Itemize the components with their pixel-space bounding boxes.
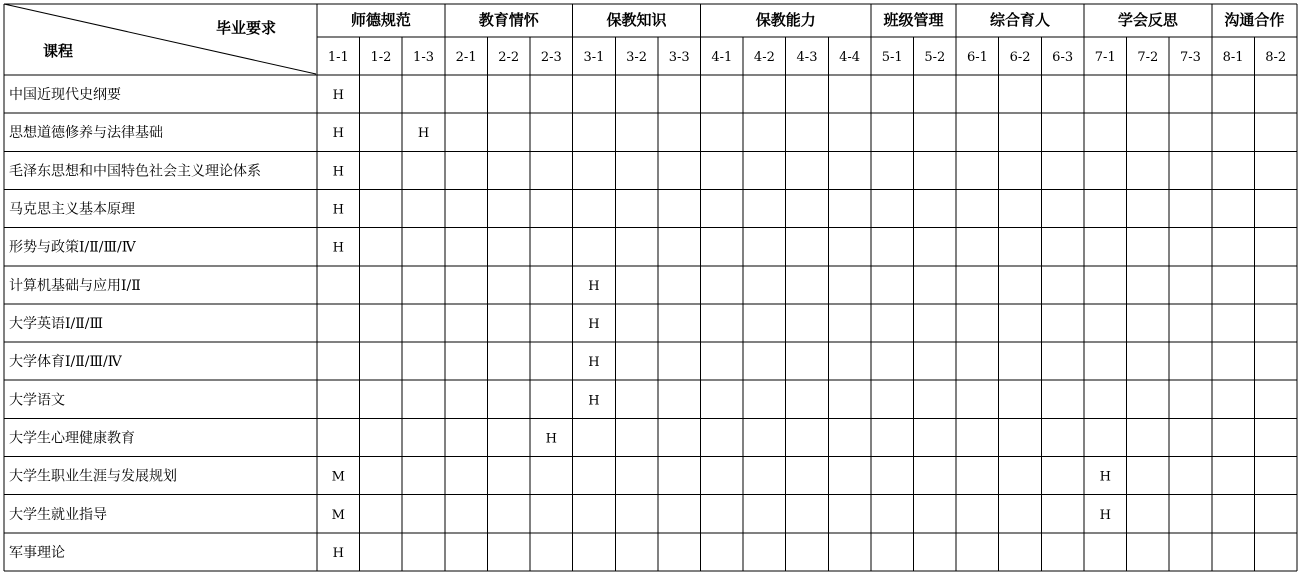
table-row — [9, 124, 429, 141]
subcolumn-header: 1-1 — [327, 50, 349, 65]
support-level-mark: M — [331, 469, 345, 485]
support-level-mark: H — [588, 393, 600, 409]
subcolumn-header: 8-1 — [1222, 50, 1244, 65]
subcolumn-header: 3-2 — [626, 50, 648, 65]
course-name: 大学生职业生涯与发展规划 — [9, 468, 177, 485]
table-row — [9, 277, 600, 294]
support-level-mark: H — [588, 278, 600, 294]
course-name: 大学体育Ⅰ/Ⅱ/Ⅲ/Ⅳ — [9, 354, 122, 371]
support-level-mark: H — [332, 126, 344, 142]
requirement-group-headers — [351, 11, 1284, 29]
course-name: 中国近现代史纲要 — [9, 87, 121, 104]
support-level-mark: H — [332, 202, 344, 218]
support-level-mark: H — [1099, 507, 1111, 523]
table-body — [9, 86, 1111, 561]
support-level-mark: H — [1099, 469, 1111, 485]
course-name: 毛泽东思想和中国特色社会主义理论体系 — [9, 163, 261, 180]
subcolumn-header: 7-1 — [1094, 50, 1116, 65]
table-row — [9, 353, 600, 370]
table-row — [9, 429, 557, 446]
table-row — [9, 201, 344, 218]
subcolumn-header: 3-3 — [668, 50, 690, 65]
requirement-subcolumn-headers — [328, 50, 1286, 65]
subcolumn-header: 6-1 — [966, 50, 988, 65]
subcolumn-header: 2-1 — [455, 50, 477, 65]
support-level-mark: H — [417, 126, 430, 142]
support-level-mark: H — [545, 431, 558, 447]
group-header: 综合育人 — [990, 11, 1051, 29]
table-row — [9, 86, 344, 103]
subcolumn-header: 4-4 — [839, 50, 861, 65]
support-level-mark: H — [332, 545, 344, 561]
course-name: 思想道德修养与法律基础 — [9, 125, 163, 142]
course-name: 计算机基础与应用Ⅰ/Ⅱ — [9, 277, 141, 294]
subcolumn-header: 4-2 — [753, 50, 775, 65]
subcolumn-header: 4-1 — [711, 50, 733, 65]
group-header: 班级管理 — [883, 11, 944, 29]
support-level-mark: H — [588, 317, 600, 332]
table-row — [9, 391, 600, 408]
group-header: 教育情怀 — [478, 11, 539, 29]
course-name: 大学生心理健康教育 — [9, 430, 135, 447]
support-level-mark: H — [588, 355, 600, 371]
subcolumn-header: 6-3 — [1052, 50, 1074, 65]
subcolumn-header: 4-3 — [796, 50, 818, 65]
subcolumn-header: 3-1 — [583, 50, 605, 65]
support-level-mark: H — [332, 240, 344, 256]
table-row — [9, 315, 600, 332]
course-name: 大学生就业指导 — [9, 506, 107, 523]
subcolumn-header: 6-2 — [1009, 50, 1031, 65]
header-label-requirements: 毕业要求 — [215, 19, 277, 37]
subcolumn-header: 1-3 — [413, 50, 434, 65]
subcolumn-header: 5-1 — [881, 50, 903, 65]
table-row — [9, 544, 344, 561]
subcolumn-header: 2-2 — [498, 50, 520, 65]
course-name: 军事理论 — [9, 544, 65, 561]
group-header: 师德规范 — [350, 11, 411, 29]
header-label-courses: 课程 — [42, 42, 74, 60]
support-level-mark: M — [331, 507, 345, 523]
group-header: 学会反思 — [1117, 11, 1178, 29]
subcolumn-header: 5-2 — [924, 50, 946, 65]
course-name: 形势与政策Ⅰ/Ⅱ/Ⅲ/Ⅳ — [9, 239, 136, 256]
group-header: 保教知识 — [606, 11, 667, 29]
group-header: 沟通合作 — [1224, 11, 1285, 29]
course-name: 马克思主义基本原理 — [9, 201, 135, 218]
support-level-mark: H — [332, 164, 344, 180]
subcolumn-header: 1-2 — [370, 50, 392, 65]
table-row — [9, 506, 1111, 523]
support-level-mark: H — [332, 88, 344, 104]
table-row — [9, 468, 1111, 485]
group-header: 保教能力 — [755, 11, 816, 29]
subcolumn-header: 7-2 — [1137, 50, 1159, 65]
table-grid — [4, 4, 1297, 571]
table-row — [9, 162, 344, 179]
subcolumn-header: 7-3 — [1180, 50, 1201, 65]
header-diagonal-line — [4, 4, 316, 74]
course-name: 大学语文 — [9, 392, 65, 409]
subcolumn-header: 8-2 — [1265, 50, 1287, 65]
table-row — [9, 239, 344, 256]
course-name: 大学英语Ⅰ/Ⅱ/Ⅲ — [9, 316, 103, 332]
subcolumn-header: 2-3 — [540, 50, 562, 65]
